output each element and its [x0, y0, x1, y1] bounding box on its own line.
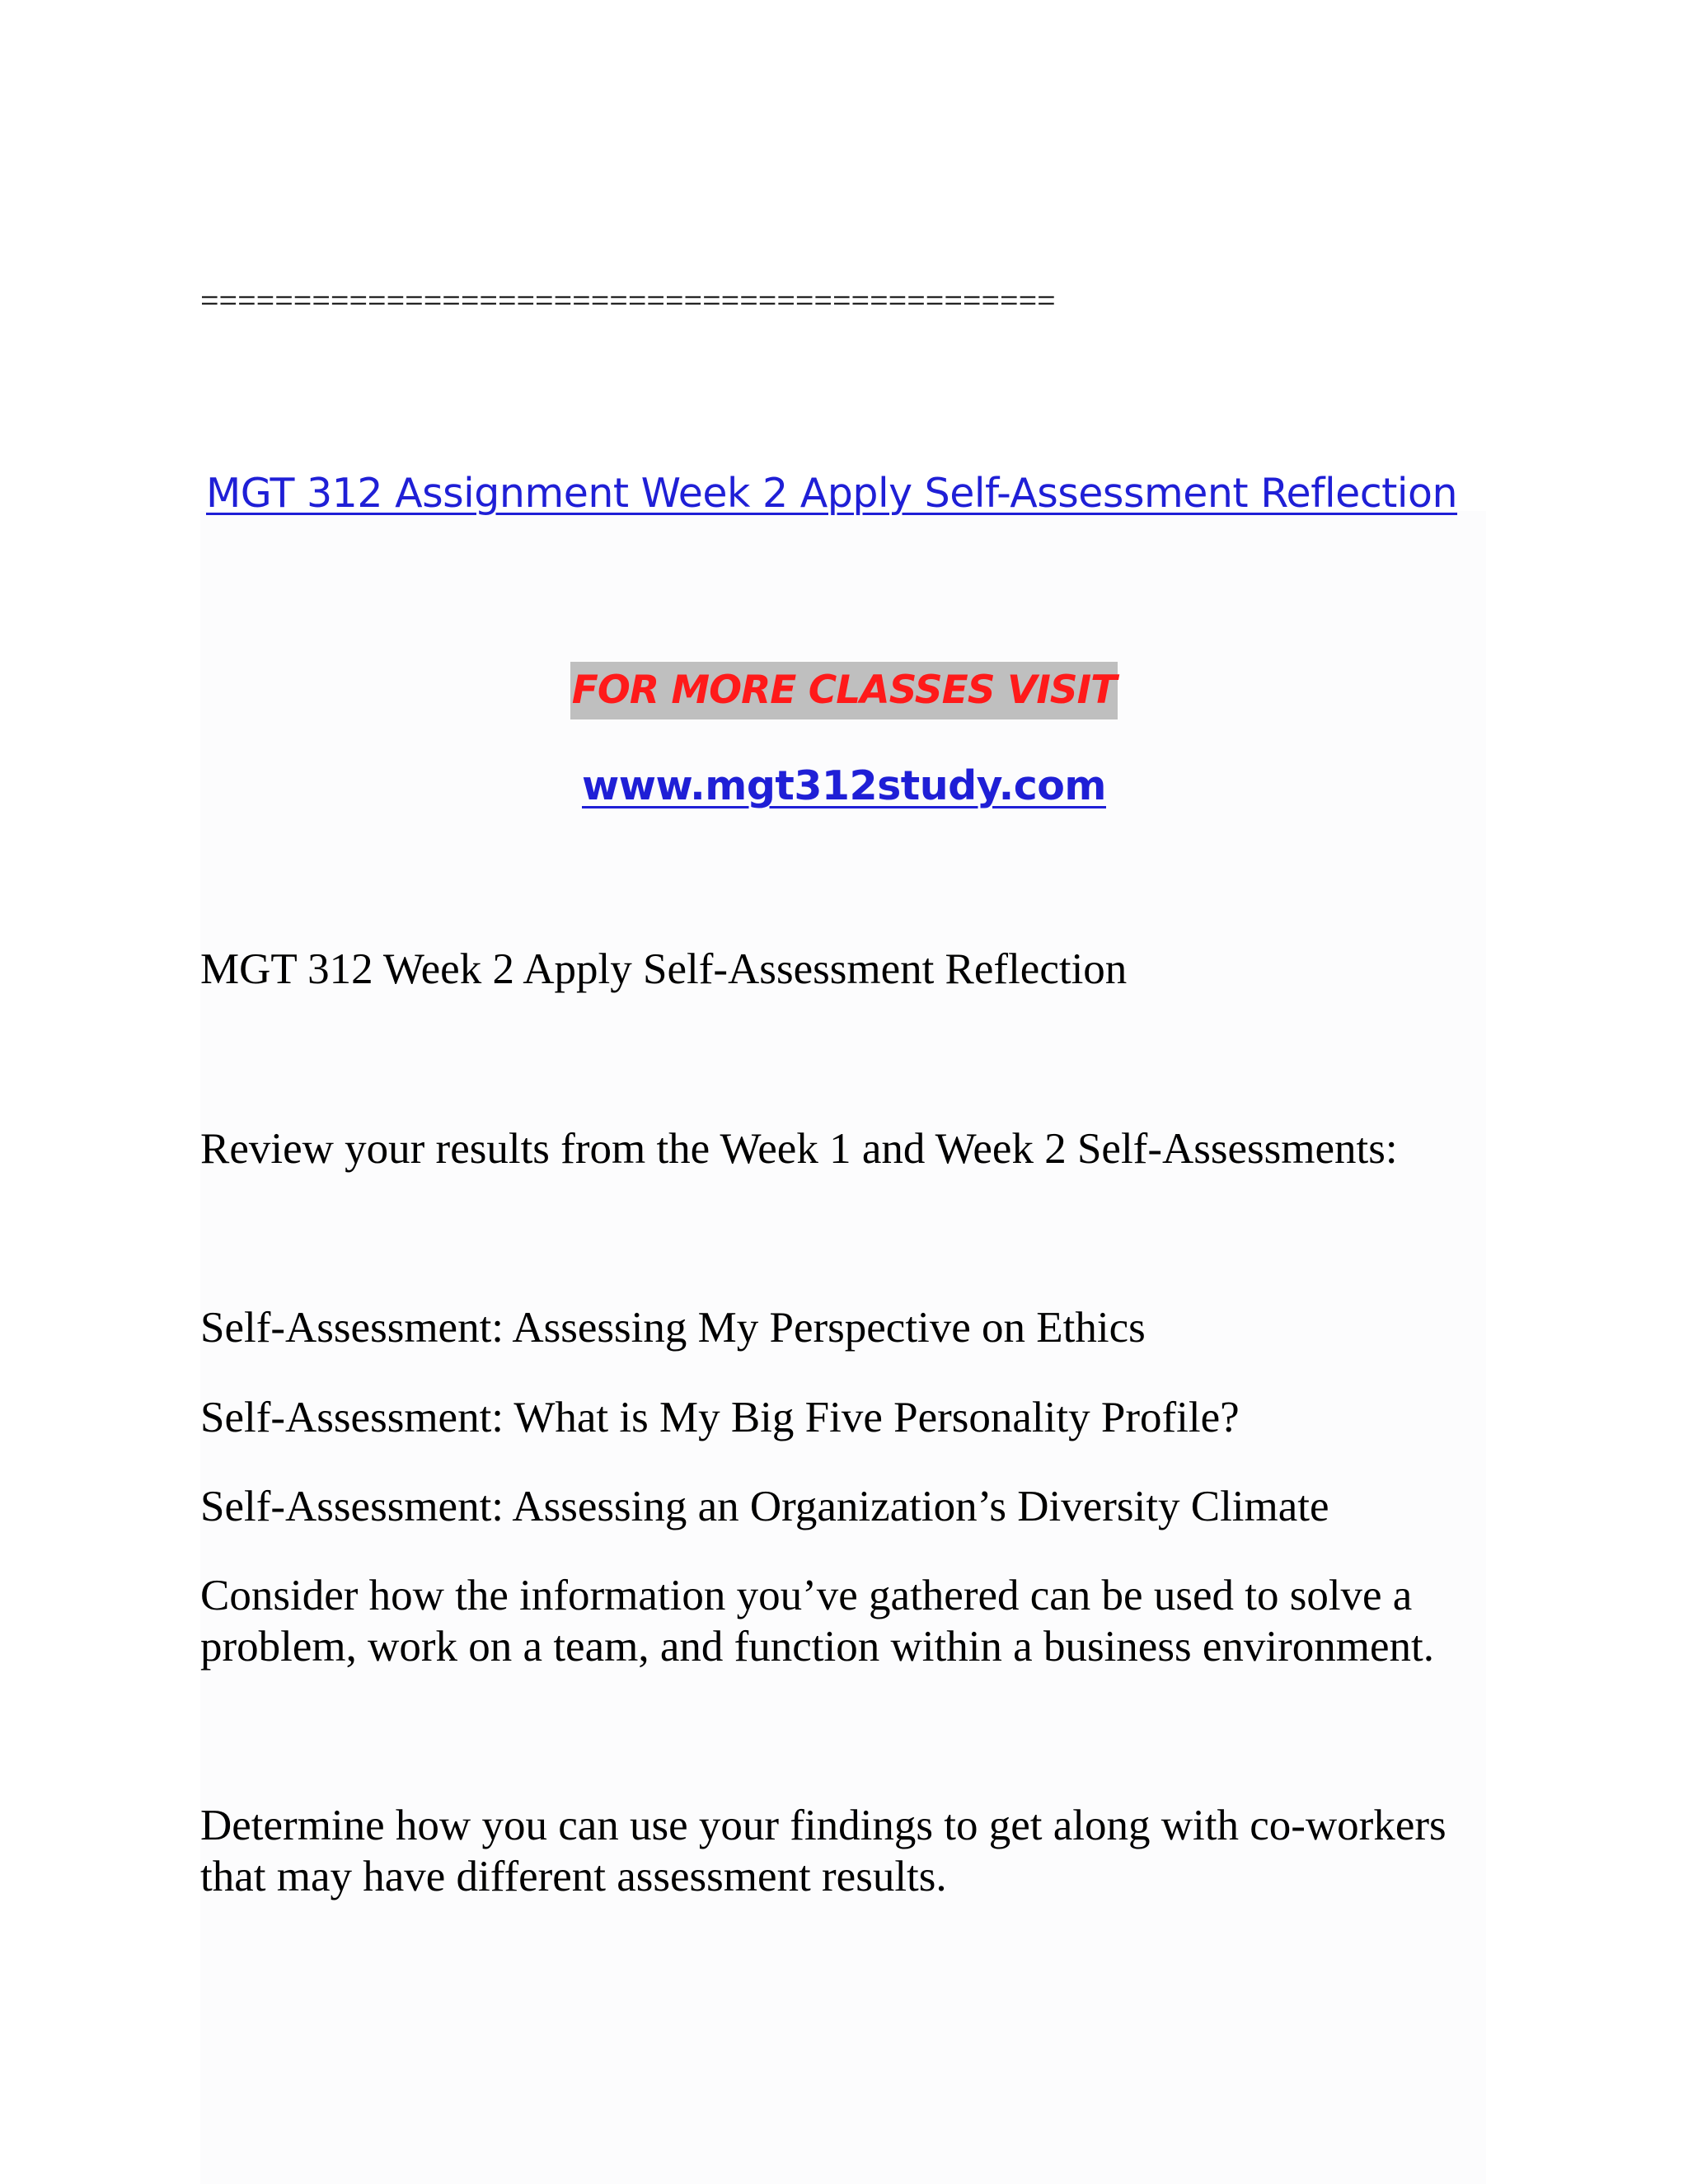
assessment-item-personality: Self-Assessment: What is My Big Five Personality Profile? [200, 1394, 1240, 1441]
promo-banner [0, 662, 1688, 719]
website-link-container [0, 762, 1688, 809]
assessment-item-diversity: Self-Assessment: Assessing an Organization’s Diversity Climate [200, 1483, 1329, 1530]
promo-text: FOR MORE CLASSES VISIT [570, 662, 1118, 719]
consider-paragraph: Consider how the information you’ve gathered can be used to solve a problem, work on a team, and function within a business environment. [200, 1572, 1434, 1671]
instruction-text: Review your results from the Week 1 and Week 2 Self-Assessments: [200, 1125, 1398, 1173]
determine-paragraph: Determine how you can use your findings to get along with co-workers that may have different assessment results. [200, 1802, 1447, 1900]
assessment-item-ethics: Self-Assessment: Assessing My Perspective on Ethics [200, 1304, 1146, 1352]
website-link[interactable]: www.mgt312study.com [582, 762, 1106, 809]
title-link[interactable]: MGT 312 Assignment Week 2 Apply Self-Assessment Reflection [206, 470, 1458, 517]
separator-line: ============================================== [200, 282, 1056, 319]
assignment-heading: MGT 312 Week 2 Apply Self-Assessment Reflection [200, 945, 1128, 993]
